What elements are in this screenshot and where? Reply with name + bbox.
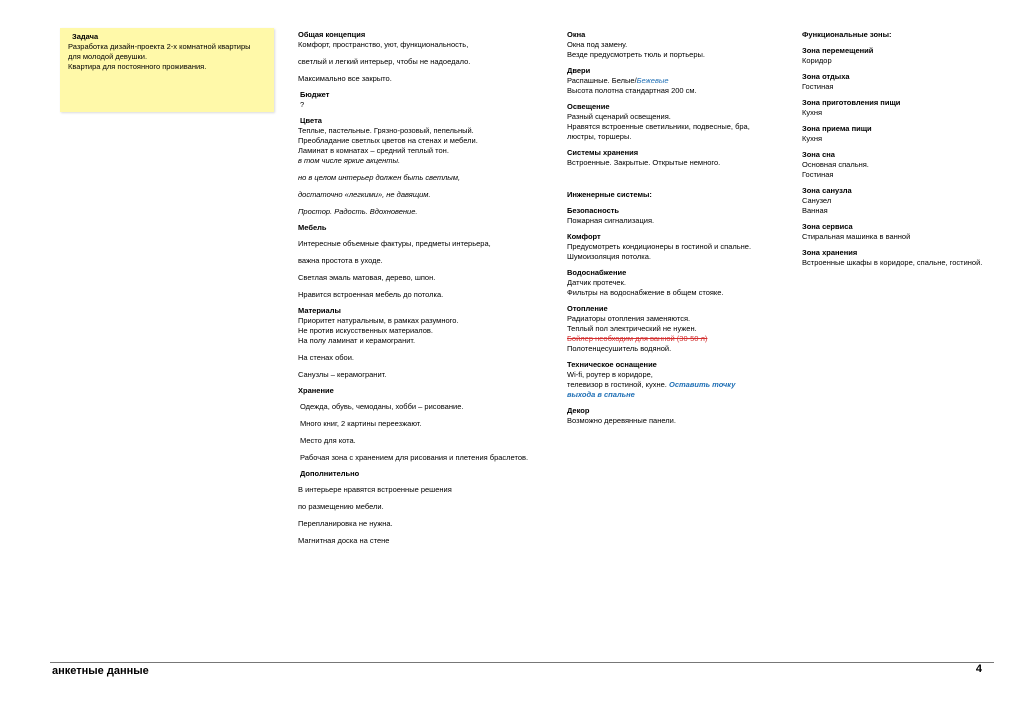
furniture-line: Интересные объемные фактуры, предметы интерьера, (298, 239, 491, 248)
concept-line: Максимально все закрыто. (298, 74, 392, 83)
tech-line: Wi-fi, роутер в коридоре, (567, 370, 653, 379)
zone-heading: Зона перемещений (802, 46, 874, 55)
comfort-heading: Комфорт (567, 232, 601, 241)
zone-line: Ванная (802, 206, 828, 215)
materials-line: На стенах обои. (298, 353, 355, 362)
windows-line: Окна под замену. (567, 40, 628, 49)
zone-line: Санузел (802, 196, 832, 205)
storage-systems-line: Встроенные. Закрытые. Открытые немного. (567, 158, 721, 167)
furniture-line: важна простота в уходе. (298, 256, 383, 265)
materials-line: Приоритет натуральным, в рамках разумного. (298, 316, 459, 325)
concept-heading: Общая концепция (298, 30, 366, 39)
tech-heading: Техническое оснащение (567, 360, 657, 369)
heating-line: Теплый пол электрический не нужен. (567, 324, 697, 333)
lighting-line: люстры, торшеры. (567, 132, 632, 141)
zone-heading: Зона отдыха (802, 72, 850, 81)
windows-line: Везде предусмотреть тюль и портьеры. (567, 50, 705, 59)
zone-line: Основная спальня. (802, 160, 869, 169)
heating-line: Полотенцесушитель водяной. (567, 344, 672, 353)
concept-line: Комфорт, пространство, уют, функциональность, (298, 40, 469, 49)
task-line: Квартира для постоянного проживания. (68, 62, 207, 71)
zone-heading: Зона хранения (802, 248, 858, 257)
task-note (60, 28, 274, 112)
storage-line: Много книг, 2 картины переезжают. (300, 419, 422, 428)
materials-line: Санузлы – керамогранит. (298, 370, 387, 379)
zone-heading: Зона сервиса (802, 222, 853, 231)
heating-struck-line: Бойлер необходим для ванной (30-50 л) (567, 334, 708, 343)
lighting-heading: Освещение (567, 102, 610, 111)
storage-heading: Хранение (298, 386, 334, 395)
page-number: 4 (975, 663, 982, 675)
storage-systems-heading: Системы хранения (567, 148, 639, 157)
heating-heading: Отопление (567, 304, 608, 313)
storage-line: Одежда, обувь, чемоданы, хобби – рисование. (300, 402, 464, 411)
materials-line: На полу ламинат и керамогранит. (298, 336, 416, 345)
colors-heading: Цвета (300, 116, 322, 125)
doors-line (567, 76, 792, 86)
materials-line: Не против искусственных материалов. (298, 326, 434, 335)
additional-line: В интерьере нравятся встроенные решения (298, 485, 452, 494)
zones-column (802, 30, 1007, 268)
footer-divider (50, 662, 994, 663)
engineering-heading: Инженерные системы: (567, 190, 652, 199)
colors-italic-line: в том числе яркие акценты. (298, 156, 401, 165)
zone-line: Гостиная (802, 82, 834, 91)
task-heading: Задача (72, 32, 99, 41)
zone-heading: Зона сна (802, 150, 835, 159)
colors-line: Теплые, пастельные. Грязно-розовый, пепельный. (298, 126, 474, 135)
tech-accent-text: Оставить точку (668, 380, 736, 389)
furniture-heading: Мебель (298, 223, 327, 232)
zone-heading: Зона санузла (802, 186, 852, 195)
comfort-line: Шумоизоляция потолка. (567, 252, 651, 261)
additional-heading: Дополнительно (300, 469, 360, 478)
tech-text: телевизор в гостиной, кухне. (567, 380, 669, 389)
water-heading: Водоснабжение (567, 268, 627, 277)
additional-line: Магнитная доска на стене (298, 536, 390, 545)
zone-heading: Зона приготовления пищи (802, 98, 901, 107)
doors-heading: Двери (567, 66, 591, 75)
windows-heading: Окна (567, 30, 586, 39)
concept-line: светлый и легкий интерьер, чтобы не надоедало. (298, 57, 471, 66)
zone-line: Кухня (802, 108, 823, 117)
storage-line: Место для кота. (300, 436, 356, 445)
zone-line: Коридор (802, 56, 832, 65)
colors-italic-line: Простор. Радость. Вдохновение. (298, 207, 418, 216)
decor-line: Возможно деревянные панели. (567, 416, 676, 425)
zone-line: Кухня (802, 134, 823, 143)
zone-line: Стиральная машинка в ванной (802, 232, 911, 241)
concept-column (298, 30, 558, 546)
task-line: Разработка дизайн-проекта 2-х комнатной квартиры (68, 42, 251, 51)
lighting-line: Разный сценарий освещения. (567, 112, 671, 121)
water-line: Фильтры на водоснабжение в общем стояке. (567, 288, 724, 297)
zone-heading: Зона приема пищи (802, 124, 872, 133)
additional-line: Перепланировка не нужна. (298, 519, 393, 528)
tech-accent-line: выхода в спальне (567, 390, 635, 399)
colors-italic-line: но в целом интерьер должен быть светлым, (298, 173, 461, 182)
footer-title: анкетные данные (52, 665, 149, 677)
colors-line: Ламинат в комнатах – средний теплый тон. (298, 146, 449, 155)
comfort-line: Предусмотреть кондиционеры в гостиной и спальне. (567, 242, 752, 251)
systems-column (567, 30, 792, 426)
budget-heading: Бюджет (300, 90, 330, 99)
additional-line: по размещению мебели. (298, 502, 384, 511)
doors-line: Высота полотна стандартная 200 см. (567, 86, 697, 95)
tech-line (567, 380, 792, 390)
doors-accent-text: Бежевые (636, 76, 669, 85)
water-line: Датчик протечек. (567, 278, 626, 287)
budget-value: ? (300, 100, 305, 109)
furniture-line: Нравится встроенная мебель до потолка. (298, 290, 444, 299)
doors-text: Распашные. Белые/ (567, 76, 637, 85)
safety-line: Пожарная сигнализация. (567, 216, 655, 225)
materials-heading: Материалы (298, 306, 341, 315)
lighting-line: Нравятся встроенные светильники, подвесные, бра, (567, 122, 750, 131)
decor-heading: Декор (567, 406, 590, 415)
colors-italic-line: достаточно «легкими», не давящим. (298, 190, 431, 199)
heating-line: Радиаторы отопления заменяются. (567, 314, 691, 323)
task-line: для молодой девушки. (68, 52, 148, 61)
furniture-line: Светлая эмаль матовая, дерево, шпон. (298, 273, 436, 282)
colors-line: Преобладание светлых цветов на стенах и мебели. (298, 136, 478, 145)
storage-line: Рабочая зона с хранением для рисования и плетения браслетов. (300, 453, 529, 462)
safety-heading: Безопасность (567, 206, 620, 215)
zones-heading: Функциональные зоны: (802, 30, 892, 39)
zone-line: Гостиная (802, 170, 834, 179)
zone-line: Встроенные шкафы в коридоре, спальне, гостиной. (802, 258, 983, 267)
